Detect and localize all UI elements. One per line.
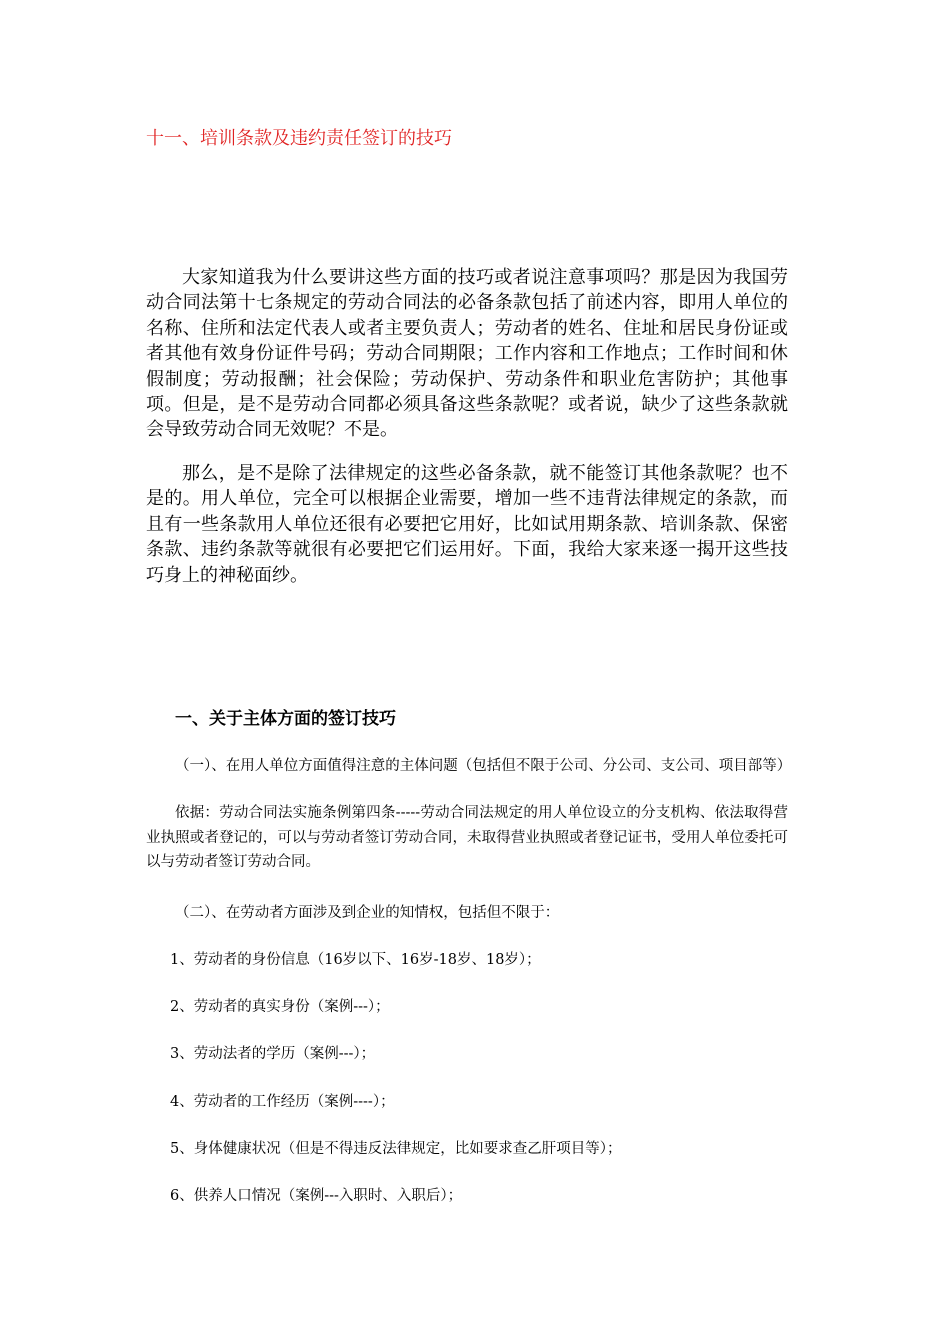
subsection-employee: （二）、在劳动者方面涉及到企业的知情权，包括但不限于：: [175, 905, 560, 921]
list-item: 1、劳动者的身份信息（16岁以下、16岁-18岁、18岁）；: [170, 952, 541, 968]
section-heading: 一、关于主体方面的签订技巧: [175, 709, 396, 729]
list-item: 4、劳动者的工作经历（案例----）；: [170, 1094, 395, 1110]
list-item: 5、身体健康状况（但是不得违反法律规定，比如要求查乙肝项目等）；: [170, 1141, 622, 1157]
subsection-employer: （一）、在用人单位方面值得注意的主体问题（包括但不限于公司、分公司、支公司、项目部等）: [175, 758, 792, 774]
document-title: 十一、培训条款及违约责任签订的技巧: [146, 128, 452, 149]
list-item: 6、供养人口情况（案例---入职时、入职后）；: [170, 1188, 463, 1204]
list-item: 2、劳动者的真实身份（案例---）；: [170, 999, 390, 1015]
list-item: 3、劳动法者的学历（案例---）；: [170, 1046, 376, 1062]
intro-paragraph-1: 大家知道我为什么要讲这些方面的技巧或者说注意事项吗？那是因为我国劳动合同法第十七条规定的劳动合同法的必备条款包括了前述内容，即用人单位的名称、住所和法定代表人或者主要负责人；劳动者的姓名、住址和居民身份证或者其他有效身份证件号码；劳动合同期限；工作内容和工作地点；工作时间和休假制度；劳动报酬；社会保险；劳动保护、劳动条件和职业危害防护；其他事项。但是，是不是劳动合同都必须具备这些条款呢？或者说，缺少了这些条款就会导致劳动合同无效呢？不是。: [146, 267, 788, 441]
legal-basis: 依据：劳动合同法实施条例第四条-----劳动合同法规定的用人单位设立的分支机构、依法取得营业执照或者登记的，可以与劳动者签订劳动合同，未取得营业执照或者登记证书，受用人单位委托可以与劳动者签订劳动合同。: [146, 805, 788, 870]
intro-paragraph-2: 那么，是不是除了法律规定的这些必备条款，就不能签订其他条款呢？也不是的。用人单位，完全可以根据企业需要，增加一些不违背法律规定的条款，而且有一些条款用人单位还很有必要把它用好，比如试用期条款、培训条款、保密条款、违约条款等就很有必要把它们运用好。下面，我给大家来逐一揭开这些技巧身上的神秘面纱。: [146, 463, 788, 586]
